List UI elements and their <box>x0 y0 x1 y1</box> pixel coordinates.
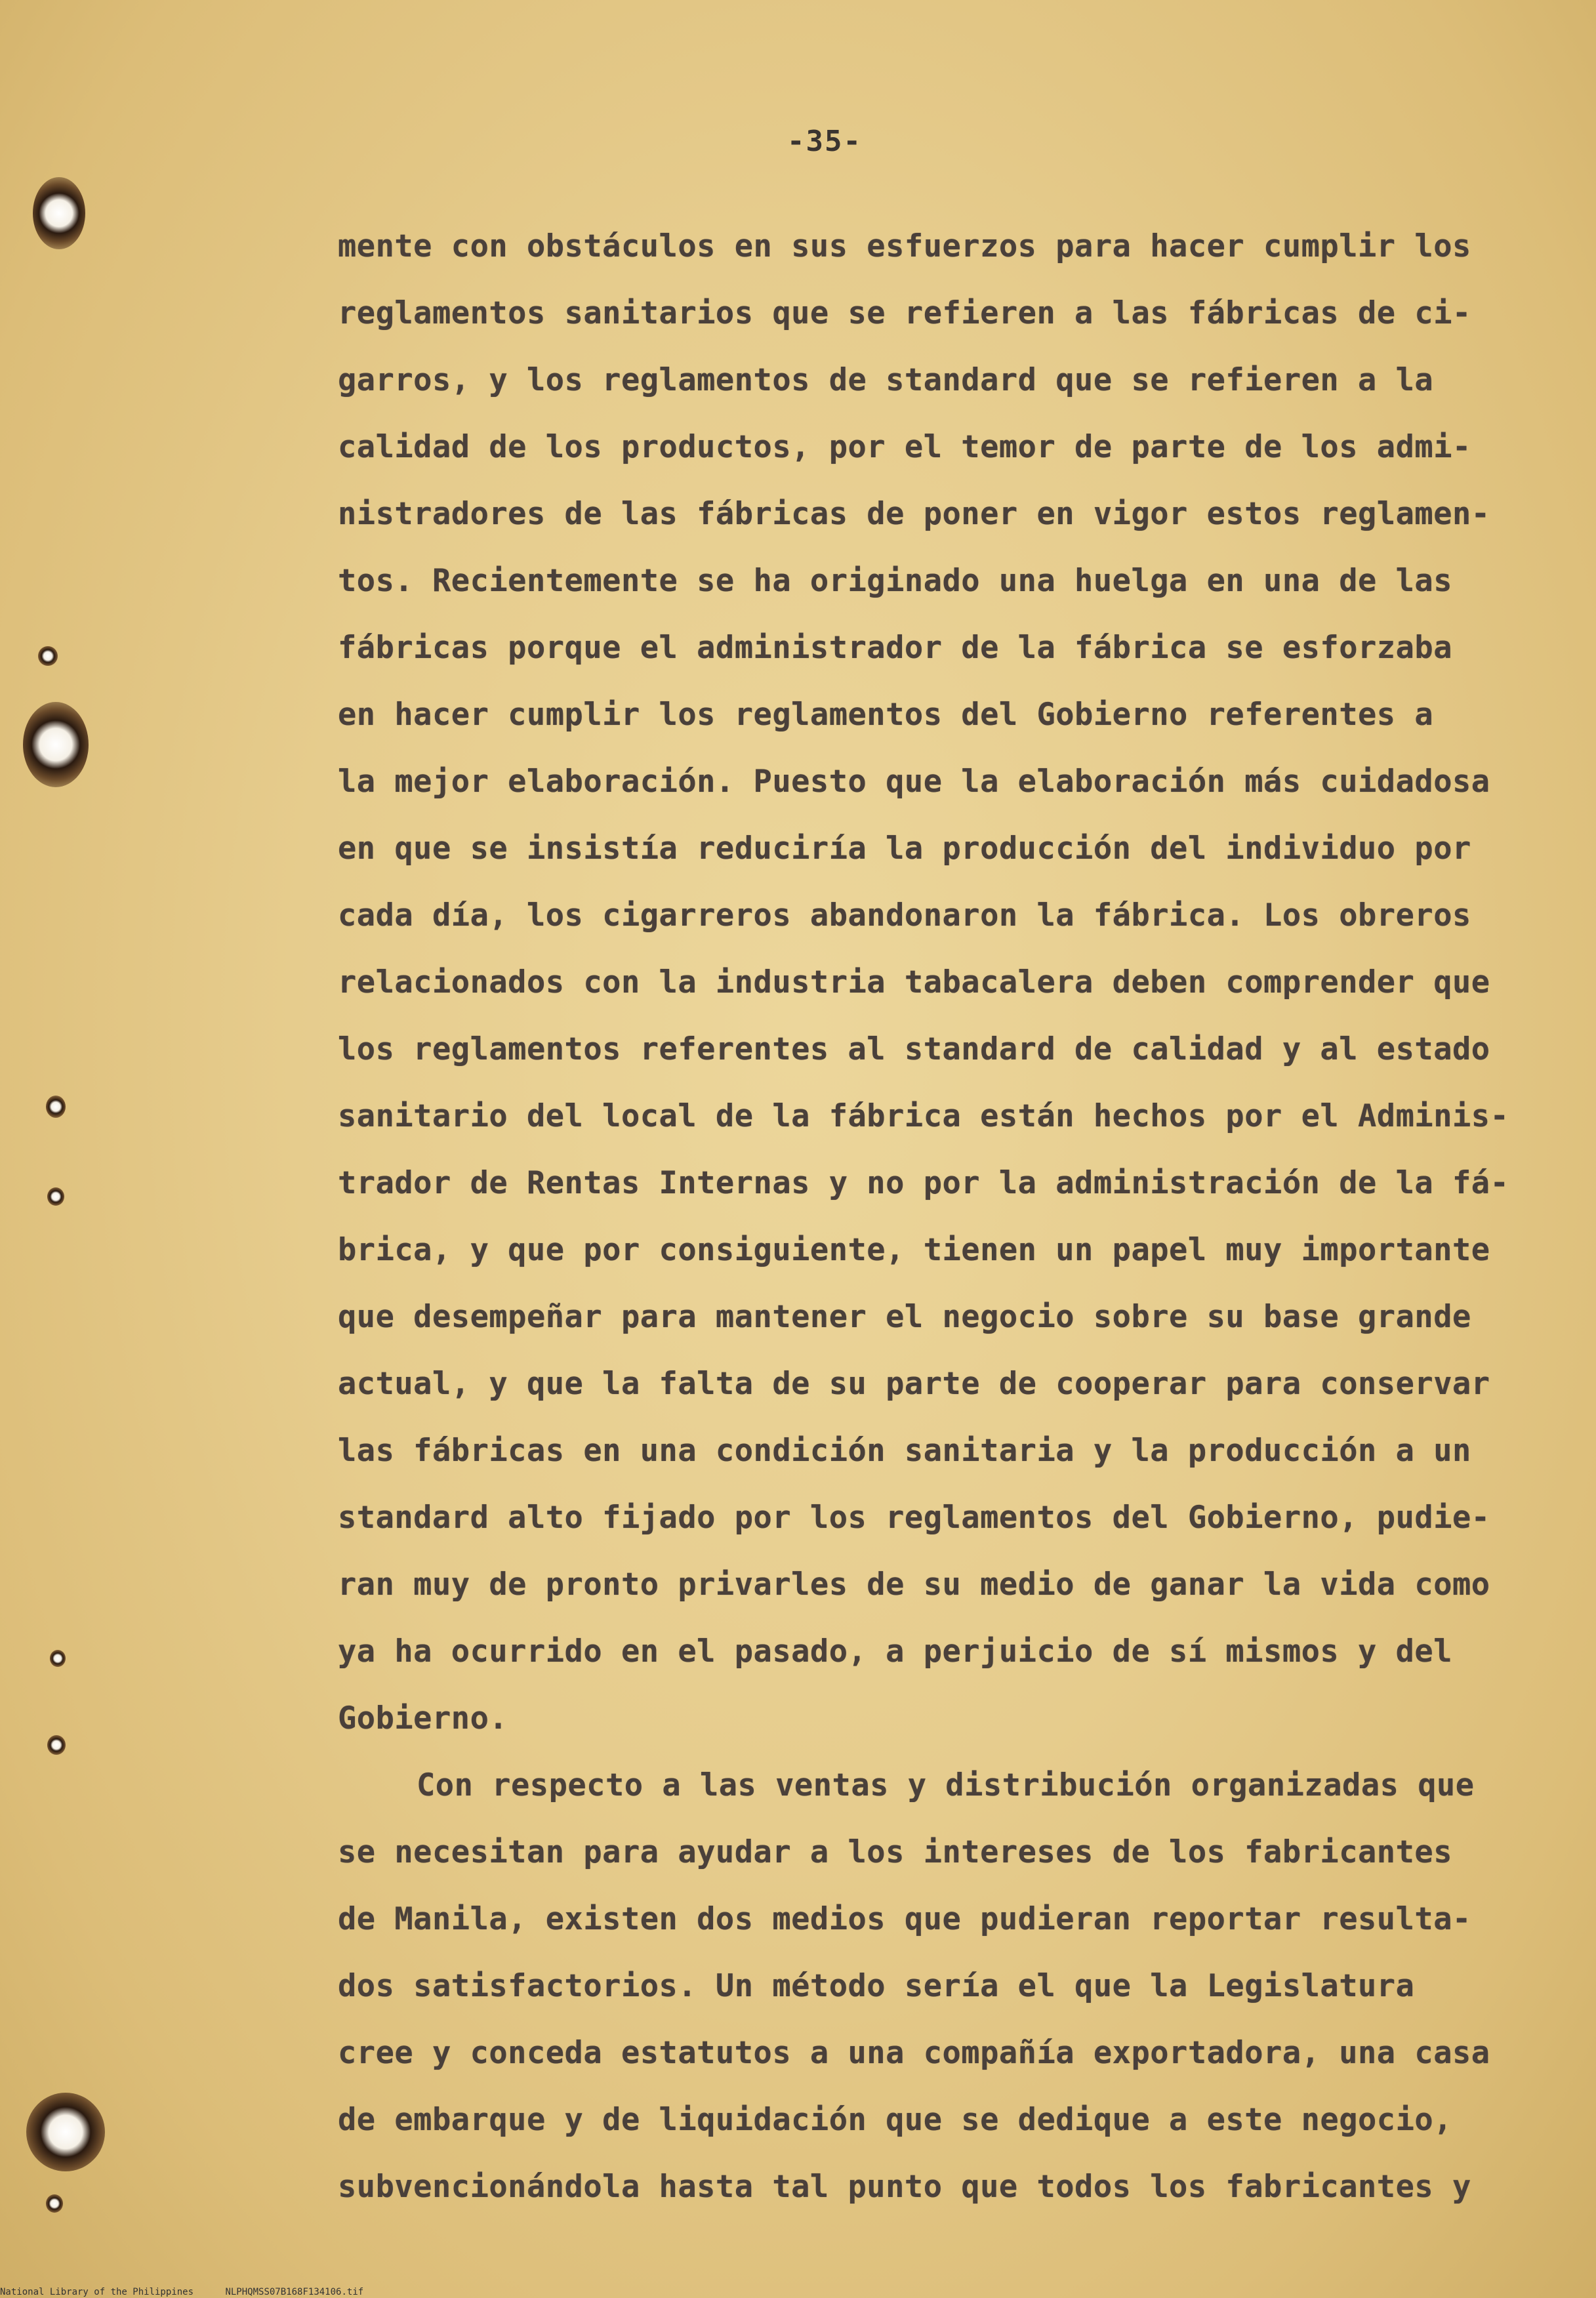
typed-body-text <box>338 213 1509 2221</box>
text-line: las fábricas en una condición sanitaria y la producción a un <box>338 1433 1471 1469</box>
text-line: cree y conceda estatutos a una compañía exportadora, una casa <box>338 2035 1490 2071</box>
binding-hole-2 <box>38 646 58 666</box>
binding-hole-7 <box>47 1735 66 1755</box>
text-line: standard alto fijado por los reglamentos del Gobierno, pudie- <box>338 1500 1490 1536</box>
binding-hole-9 <box>46 2194 63 2213</box>
scan-footer <box>0 2287 390 2297</box>
text-line: cada día, los cigarreros abandonaron la fábrica. Los obreros <box>338 897 1471 934</box>
binding-hole-8 <box>26 2093 105 2171</box>
text-line: actual, y que la falta de su parte de cooperar para conservar <box>338 1366 1490 1402</box>
text-line: se necesitan para ayudar a los intereses de los fabricantes <box>338 1834 1452 1870</box>
footer-file-id: NLPHQMSS07B168F134106.tif <box>225 2287 364 2297</box>
text-line: los reglamentos referentes al standard de calidad y al estado <box>338 1031 1490 1067</box>
binding-hole-1 <box>33 177 85 249</box>
text-line: de Manila, existen dos medios que pudieran reportar resulta- <box>338 1901 1471 1937</box>
text-line: subvencionándola hasta tal punto que todos los fabricantes y <box>338 2169 1471 2205</box>
text-line: Gobierno. <box>338 1700 508 1736</box>
text-line: de embarque y de liquidación que se dedique a este negocio, <box>338 2102 1452 2138</box>
binding-hole-4 <box>46 1096 66 1118</box>
text-line: fábricas porque el administrador de la fábrica se esforzaba <box>338 630 1452 666</box>
text-line: la mejor elaboración. Puesto que la elaboración más cuidadosa <box>338 764 1490 800</box>
text-line: garros, y los reglamentos de standard que se refieren a la <box>338 362 1434 398</box>
page-number: -35- <box>787 125 862 158</box>
text-line: sanitario del local de la fábrica están hechos por el Adminis- <box>338 1098 1509 1134</box>
text-line: en que se insistía reduciría la producción del individuo por <box>338 831 1471 867</box>
text-line: en hacer cumplir los reglamentos del Gobierno referentes a <box>338 697 1434 733</box>
text-line: ran muy de pronto privarles de su medio de ganar la vida como <box>338 1567 1490 1603</box>
binding-hole-5 <box>47 1187 64 1206</box>
text-line: mente con obstáculos en sus esfuerzos para hacer cumplir los <box>338 228 1471 264</box>
text-line: tos. Recientemente se ha originado una huelga en una de las <box>338 563 1452 599</box>
text-line: que desempeñar para mantener el negocio sobre su base grande <box>338 1299 1471 1335</box>
binding-hole-3 <box>23 702 89 787</box>
footer-institution: National Library of the Philippines <box>0 2287 194 2297</box>
text-line: dos satisfactorios. Un método sería el que la Legislatura <box>338 1968 1415 2004</box>
text-line: ya ha ocurrido en el pasado, a perjuicio de sí mismos y del <box>338 1633 1452 1670</box>
text-line: brica, y que por consiguiente, tienen un papel muy importante <box>338 1232 1490 1268</box>
text-line: trador de Rentas Internas y no por la administración de la fá- <box>338 1165 1509 1201</box>
binding-hole-6 <box>50 1650 66 1667</box>
text-line: relacionados con la industria tabacalera deben comprender que <box>338 964 1490 1000</box>
text-line-paragraph-start: Con respecto a las ventas y distribución organizadas que <box>417 1767 1475 1803</box>
text-line: reglamentos sanitarios que se refieren a las fábricas de ci- <box>338 295 1471 331</box>
text-line: nistradores de las fábricas de poner en vigor estos reglamen- <box>338 496 1490 532</box>
text-line: calidad de los productos, por el temor de parte de los admi- <box>338 429 1471 465</box>
